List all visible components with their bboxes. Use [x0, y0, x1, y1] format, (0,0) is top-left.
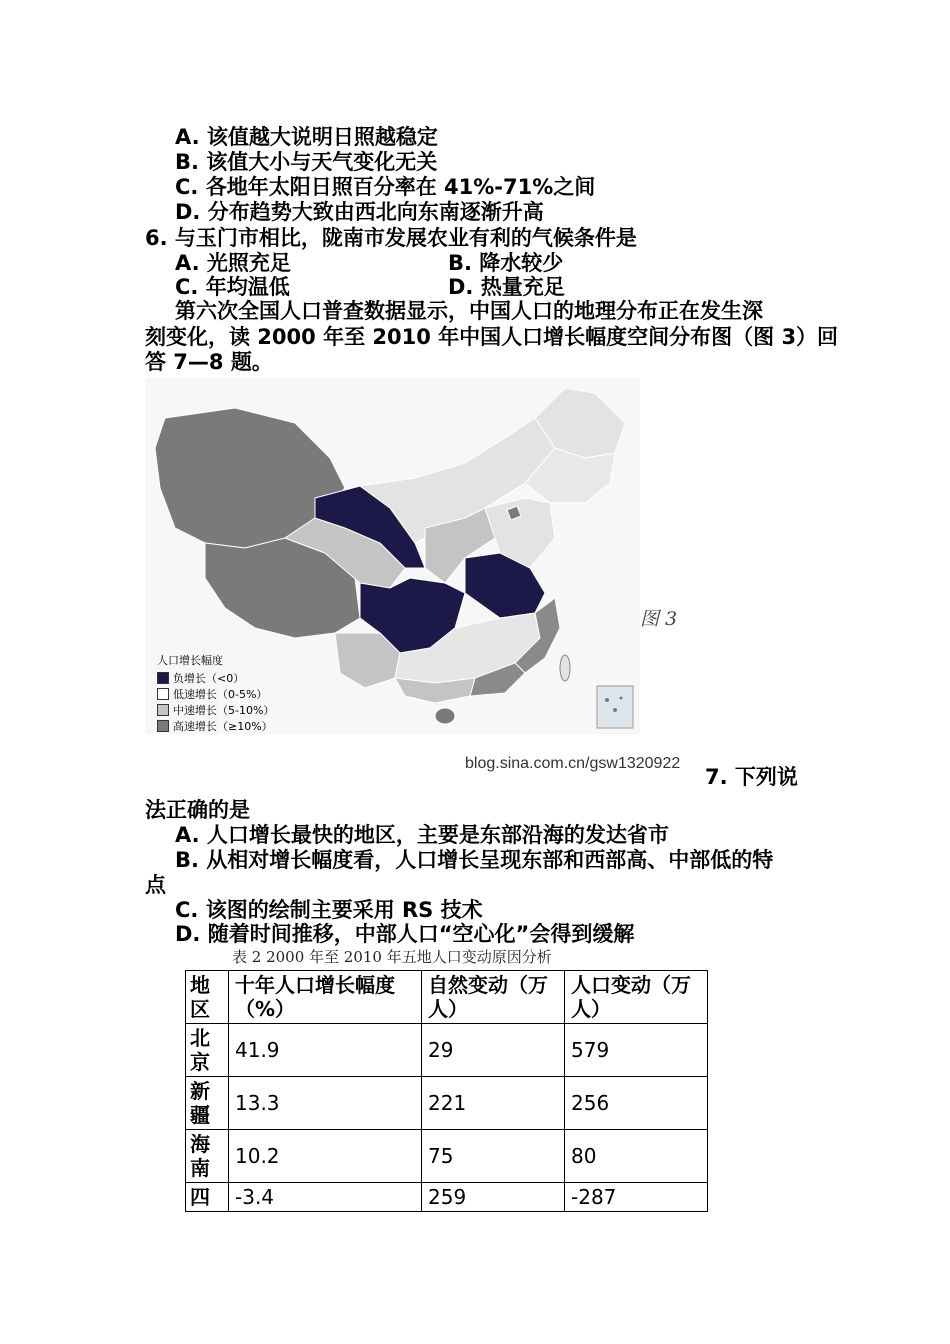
legend-item-high: 高速增长（≥10%） [157, 718, 273, 734]
cell-total: 256 [565, 1077, 708, 1130]
header-region: 地区 [186, 971, 229, 1024]
cell-region: 四 [186, 1183, 229, 1212]
q7-option-b-cont: 点 [145, 873, 166, 897]
cell-total: -287 [565, 1183, 708, 1212]
cell-growth: 41.9 [229, 1024, 422, 1077]
cell-region: 北京 [186, 1024, 229, 1077]
cell-region: 海南 [186, 1130, 229, 1183]
legend-title: 人口增长幅度 [157, 654, 223, 667]
intro-line-2: 刻变化，读 2000 年至 2010 年中国人口增长幅度空间分布图（图 3）回 [145, 325, 839, 349]
cell-natural: 75 [422, 1130, 565, 1183]
cell-total: 80 [565, 1130, 708, 1183]
q7-option-c: C. 该图的绘制主要采用 RS 技术 [175, 898, 483, 922]
q6-option-a: A. 光照充足 [175, 251, 291, 275]
watermark: blog.sina.com.cn/gsw1320922 [465, 755, 681, 772]
header-growth: 十年人口增长幅度（%） [229, 971, 422, 1024]
legend-item-mid: 中速增长（5-10%） [157, 702, 274, 718]
figure-label: 图 3 [640, 608, 678, 630]
q6-option-d: D. 热量充足 [448, 275, 565, 299]
legend-swatch [157, 672, 169, 684]
table-caption: 表 2 2000 年至 2010 年五地人口变动原因分析 [232, 948, 552, 966]
legend-swatch [157, 688, 169, 700]
cell-growth: 10.2 [229, 1130, 422, 1183]
cell-growth: -3.4 [229, 1183, 422, 1212]
table-row [186, 1077, 708, 1130]
cell-natural: 221 [422, 1077, 565, 1130]
region-hainan [435, 708, 455, 724]
south-china-sea-inset [597, 686, 633, 728]
cell-growth: 13.3 [229, 1077, 422, 1130]
population-growth-map [145, 378, 640, 734]
header-natural: 自然变动（万人） [422, 971, 565, 1024]
table-row [186, 1024, 708, 1077]
q7-option-d: D. 随着时间推移，中部人口“空心化”会得到缓解 [175, 922, 635, 946]
q7-option-b: B. 从相对增长幅度看，人口增长呈现东部和西部高、中部低的特 [175, 848, 774, 872]
q5-option-d: D. 分布趋势大致由西北向东南逐渐升高 [175, 200, 544, 224]
cell-natural: 259 [422, 1183, 565, 1212]
population-change-table [185, 970, 708, 1212]
q5-option-a: A. 该值越大说明日照越稳定 [175, 125, 438, 149]
q6-option-c: C. 年均温低 [175, 275, 290, 299]
legend-item-low: 低速增长（0-5%） [157, 686, 267, 702]
q7-stem-start: 7. 下列说 [705, 765, 798, 789]
intro-line-3: 答 7—8 题。 [145, 350, 273, 374]
region-taiwan [560, 655, 570, 681]
q6-stem: 6. 与玉门市相比，陇南市发展农业有利的气候条件是 [145, 226, 637, 250]
q5-option-b: B. 该值大小与天气变化无关 [175, 150, 438, 174]
legend-swatch [157, 704, 169, 716]
cell-region: 新疆 [186, 1077, 229, 1130]
table-row [186, 1183, 708, 1212]
header-total: 人口变动（万人） [565, 971, 708, 1024]
q7-option-a: A. 人口增长最快的地区，主要是东部沿海的发达省市 [175, 823, 669, 847]
intro-line-1: 第六次全国人口普查数据显示，中国人口的地理分布正在发生深 [175, 299, 763, 323]
cell-natural: 29 [422, 1024, 565, 1077]
legend-swatch [157, 720, 169, 732]
legend-item-negative: 负增长（<0） [157, 670, 244, 686]
q6-option-b: B. 降水较少 [448, 251, 564, 275]
table-header-row [186, 971, 708, 1024]
table-row [186, 1130, 708, 1183]
q7-stem-cont: 法正确的是 [145, 798, 250, 822]
q5-option-c: C. 各地年太阳日照百分率在 41%-71%之间 [175, 175, 596, 199]
cell-total: 579 [565, 1024, 708, 1077]
